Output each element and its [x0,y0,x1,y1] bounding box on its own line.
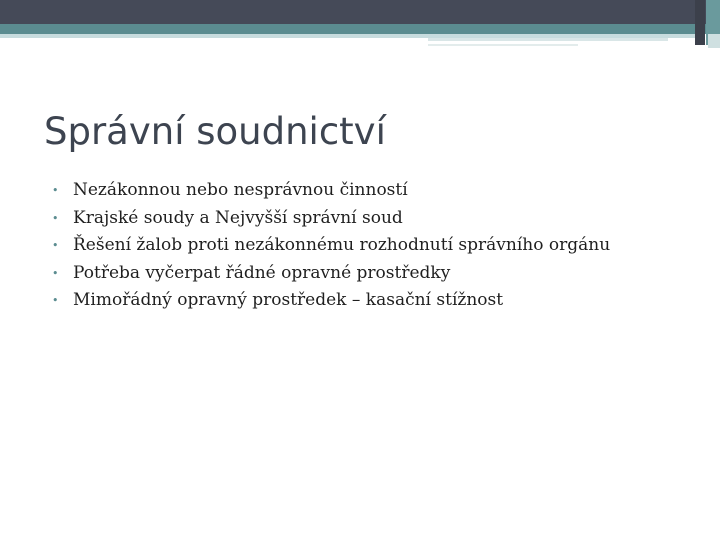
header-band-dark [0,0,720,24]
bullet-list [52,177,610,315]
bullet-text: Řešení žalob proti nezákonnému rozhodnutí správního orgánu [73,235,611,255]
bullet-icon: • [52,266,59,280]
bullet-icon: • [52,184,59,197]
bullet-text: Nezákonnou nebo nesprávnou činností [73,180,408,200]
bullet-item [52,232,610,260]
bullet-item [52,287,610,315]
bullet-text: Mimořádný opravný prostředek – kasační stížnost [73,290,504,310]
corner-bar-dark [695,0,705,45]
bullet-text: Potřeba vyčerpat řádné opravné prostředky [73,262,451,283]
header-accent-line-short [428,44,578,46]
corner-bar-light [708,34,720,48]
bullet-text: Krajské soudy a Nejvyšší správní soud [73,207,403,228]
slide-title: Správní soudnictví [44,110,386,153]
bullet-item [52,260,610,288]
header-band-teal [0,24,720,34]
bullet-icon: • [52,211,59,225]
bullet-item [52,205,610,233]
bullet-icon: • [52,239,59,252]
bullet-item [52,177,610,205]
header-accent-line [428,38,668,41]
bullet-icon: • [52,294,59,307]
